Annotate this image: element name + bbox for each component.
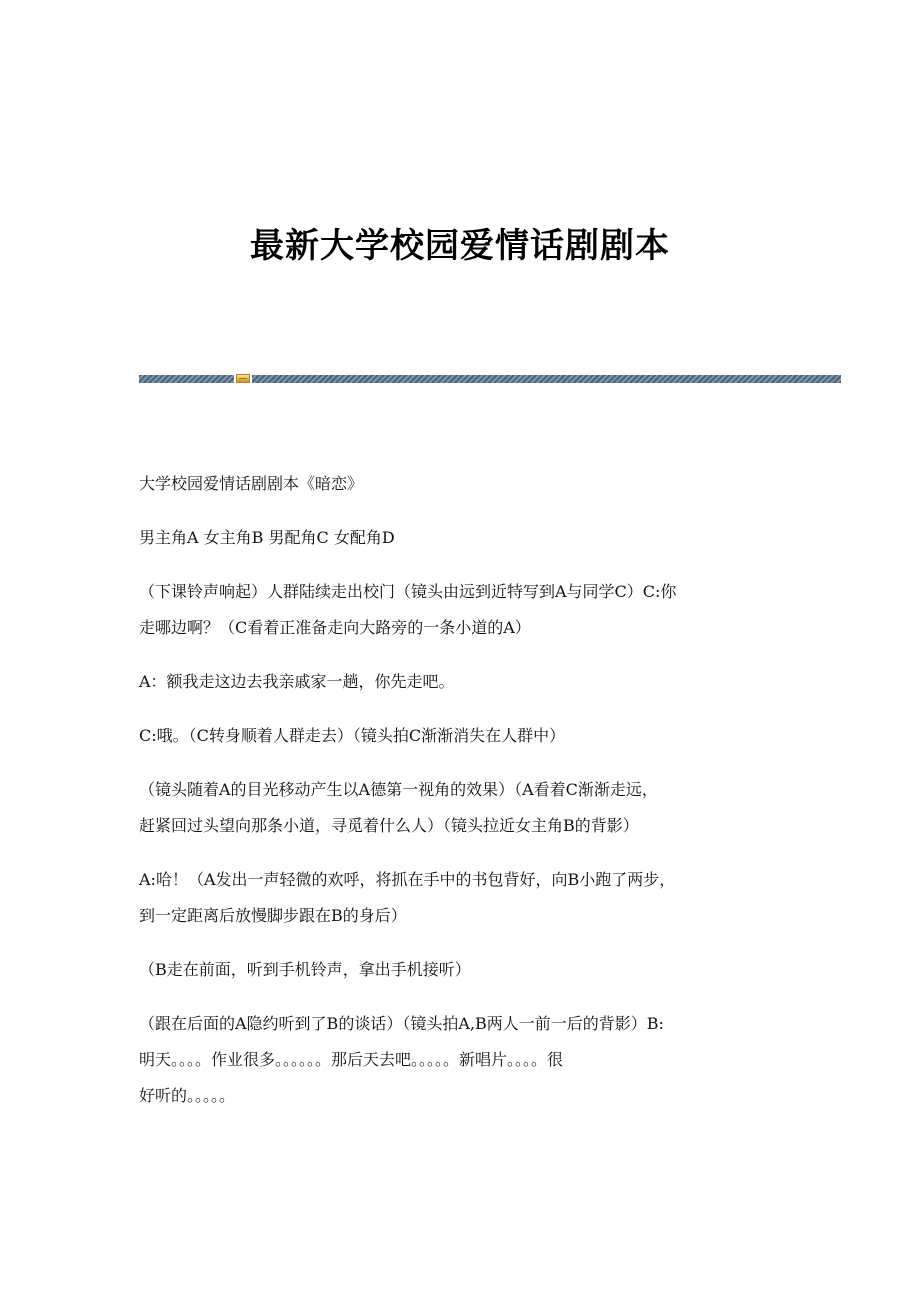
paragraph [139, 520, 779, 556]
text-line: 赶紧回过头望向那条小道，寻觅着什么人）（镜头拉近女主角B的背影） [139, 816, 639, 835]
paragraph [139, 952, 779, 988]
text-line: （镜头随着A的目光移动产生以A德第一视角的效果）（A看着C渐渐走远， [139, 780, 658, 799]
text-line: A：额我走这边去我亲戚家一趟，你先走吧。 [139, 672, 455, 691]
document-title: 最新大学校园爱情话剧剧本 [250, 226, 670, 266]
text-line: 到一定距离后放慢脚步跟在B的身后） [139, 906, 407, 925]
paragraph [139, 772, 779, 844]
text-line: （B走在前面，听到手机铃声，拿出手机接听） [139, 960, 471, 979]
text-line: A:哈！（A发出一声轻微的欢呼，将抓在手中的书包背好，向B小跑了两步， [139, 870, 676, 889]
text-line: 大学校园爱情话剧剧本《暗恋》 [139, 474, 364, 493]
text-line: （下课铃声响起）人群陆续走出校门（镜头由远到近特写到A与同学C）C:你 [139, 582, 677, 601]
text-line: 男主角A 女主角B 男配角C 女配角D [139, 528, 395, 547]
text-line: 走哪边啊？（C看着正准备走向大路旁的一条小道的A） [139, 618, 531, 637]
paragraph [139, 1006, 779, 1114]
script-body [139, 466, 779, 1132]
divider-ornament-icon [234, 371, 252, 385]
text-line: C:哦。（C转身顺着人群走去）（镜头拍C渐渐消失在人群中） [139, 726, 566, 745]
paragraph [139, 862, 779, 934]
text-line: （跟在后面的A隐约听到了B的谈话）（镜头拍A,B两人一前一后的背影）B: [139, 1014, 664, 1033]
text-line: 明天。。。。作业很多。。。。。。那后天去吧。。。。。新唱片。。。。很 [139, 1050, 564, 1069]
text-line: 好听的。。。。。 [139, 1086, 236, 1105]
paragraph [139, 466, 779, 502]
paragraph [139, 574, 779, 646]
paragraph [139, 718, 779, 754]
paragraph [139, 664, 779, 700]
